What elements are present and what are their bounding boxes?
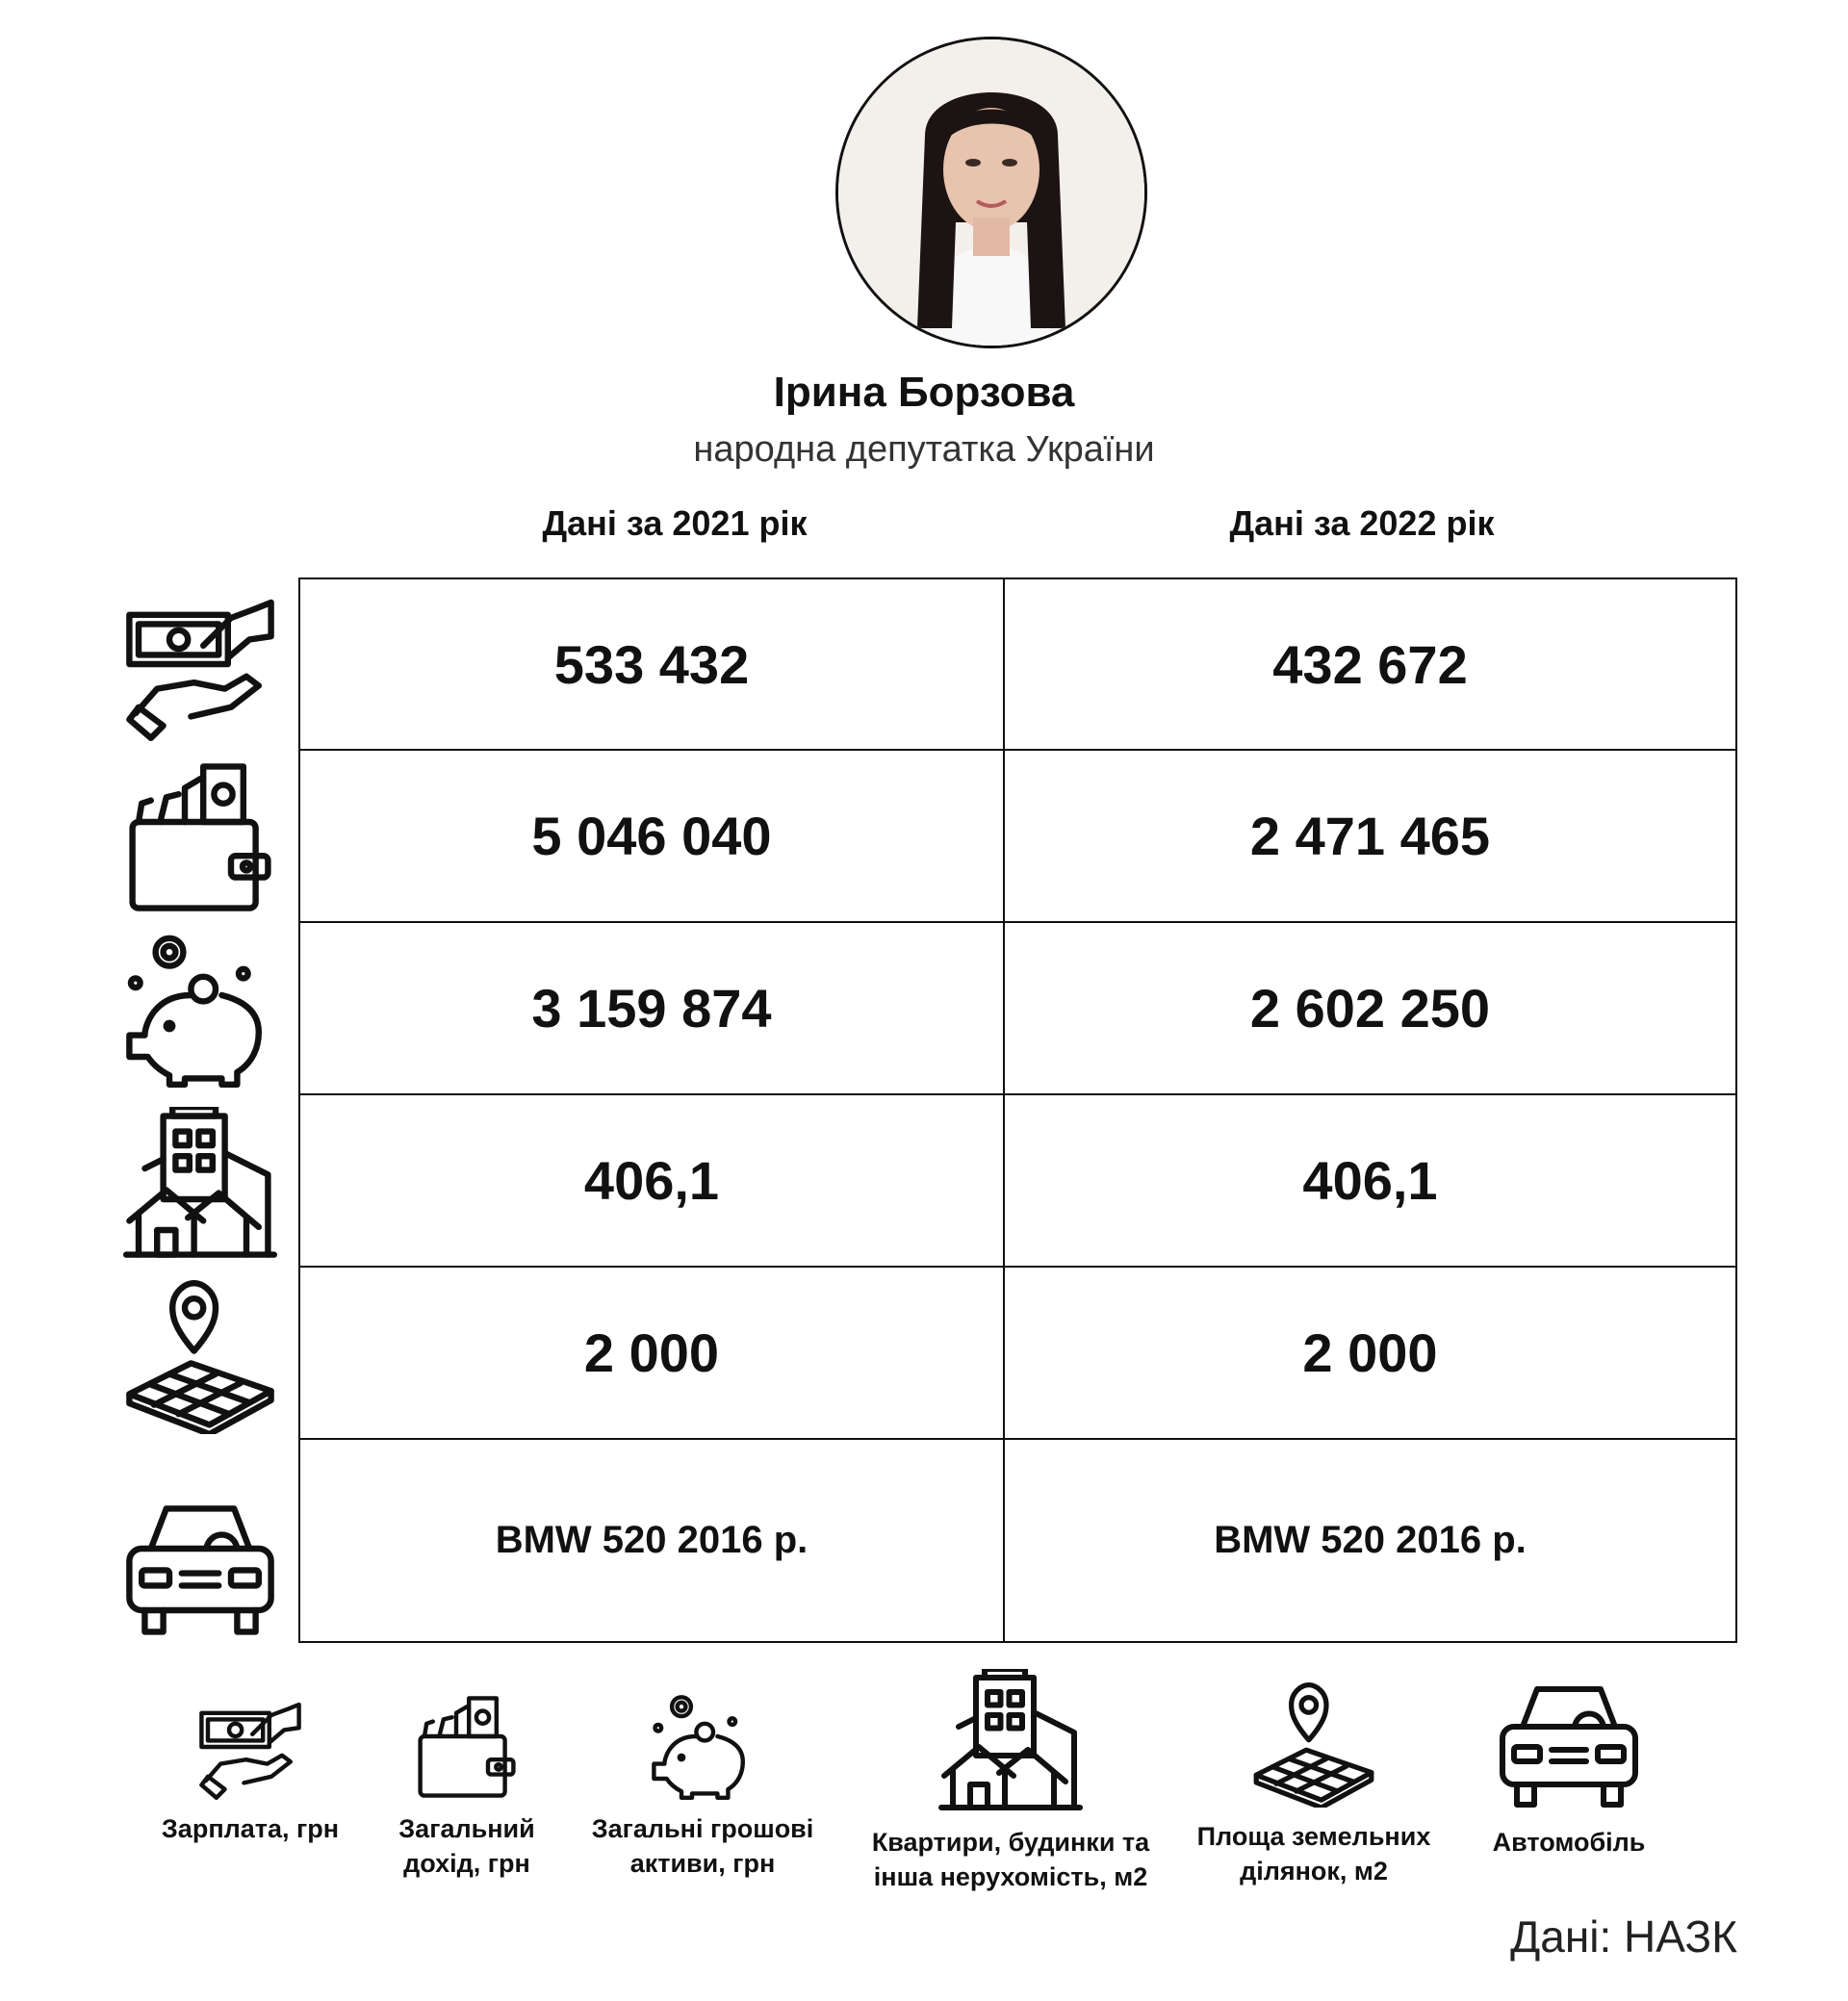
car-icon [1497, 1669, 1641, 1813]
monetary-assets-2022: 2 602 250 [1005, 923, 1735, 1095]
land-2021: 2 000 [300, 1268, 1005, 1440]
car-2021: BMW 520 2016 р. [300, 1440, 1005, 1641]
real-estate-2022: 406,1 [1005, 1095, 1735, 1268]
legend-item-income [371, 1694, 563, 1881]
legend-label-line: Площа земельних [1196, 1822, 1431, 1851]
legend-item-car [1473, 1694, 1665, 1860]
legend-label [857, 1825, 1165, 1894]
legend-item-real-estate [857, 1694, 1165, 1894]
car-icon [123, 1487, 277, 1641]
income-2022: 2 471 465 [1005, 751, 1735, 923]
salary-2021: 533 432 [300, 579, 1005, 751]
legend-label-line: Загальні грошові [591, 1814, 814, 1843]
avatar [835, 37, 1147, 348]
land-plot-icon [123, 1280, 277, 1434]
income-2021: 5 046 040 [300, 751, 1005, 923]
legend-label: Зарплата, грн [161, 1814, 340, 1843]
legend-item-salary [144, 1694, 356, 1846]
source-note: Дані: НАЗК [1510, 1911, 1737, 1962]
legend-label: Автомобіль [1492, 1828, 1646, 1857]
piggy-bank-icon [650, 1694, 756, 1800]
legend-label-line: ділянок, м2 [1240, 1857, 1388, 1886]
legend-item-monetary-assets [578, 1694, 828, 1881]
assets-table [298, 577, 1737, 1643]
legend-label-line: дохід, грн [403, 1849, 530, 1878]
piggy-bank-icon [123, 934, 277, 1088]
salary-icon [197, 1694, 303, 1800]
buildings-icon [938, 1669, 1083, 1813]
land-2022: 2 000 [1005, 1268, 1735, 1440]
legend-label-line: активи, грн [629, 1849, 776, 1878]
legend-label-line: Загальний [398, 1814, 535, 1843]
monetary-assets-2021: 3 159 874 [300, 923, 1005, 1095]
column-header-2022: Дані за 2022 рік [1229, 503, 1495, 543]
legend-label [1184, 1819, 1444, 1888]
column-header-2021: Дані за 2021 рік [542, 503, 808, 543]
buildings-icon [123, 1107, 277, 1261]
car-2022: BMW 520 2016 р. [1214, 1519, 1527, 1561]
wallet-icon [414, 1694, 520, 1800]
person-role: народна депутатка України [693, 429, 1155, 470]
salary-2022: 432 672 [1005, 579, 1735, 751]
legend-label [578, 1811, 828, 1881]
real-estate-2021: 406,1 [300, 1095, 1005, 1268]
legend-label-line: Квартири, будинки та [871, 1828, 1150, 1857]
legend-item-land [1184, 1694, 1444, 1888]
wallet-icon [123, 760, 277, 914]
legend-label [371, 1811, 563, 1881]
salary-icon [123, 587, 277, 741]
person-name: Ірина Борзова [773, 369, 1075, 416]
land-plot-icon [1251, 1682, 1376, 1808]
legend-label-line: інша нерухомість, м2 [873, 1862, 1148, 1891]
